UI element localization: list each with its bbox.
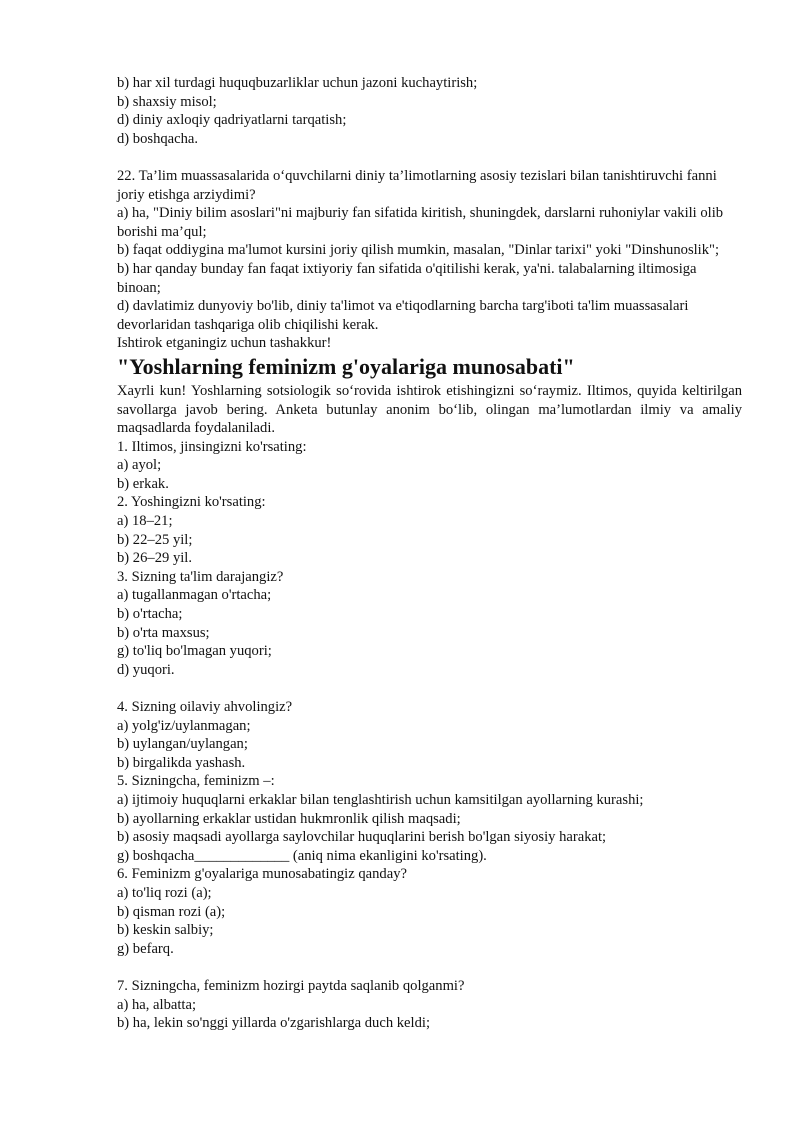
question-4	[117, 698, 742, 772]
question-6-text: 6. Feminizm g'oyalariga munosabatingiz qanday?	[117, 866, 407, 883]
question-4-option: b) birgalikda yashash.	[117, 754, 246, 771]
question-4-option: a) yolg'iz/uylanmagan;	[117, 717, 251, 734]
question-2-option: a) 18–21;	[117, 513, 173, 530]
question-7-option: a) ha, albatta;	[117, 996, 197, 1013]
q21-option: b) har xil turdagi huquqbuzarliklar uchun jazoni kuchaytirish;	[117, 75, 478, 91]
question-6-option: b) qisman rozi (a);	[117, 903, 226, 920]
question-6-option: a) to'liq rozi (a);	[117, 884, 212, 901]
question-2-text: 2. Yoshingizni ko'rsating:	[117, 494, 266, 511]
question-22-text: 22. Ta’lim muassasalarida o‘quvchilarni diniy ta’limotlarning asosiy tezislari bilan tanishtiruvchi fanni joriy etishga arziydimi?	[117, 167, 717, 203]
survey-intro: Xayrli kun! Yoshlarning sotsiologik so‘rovida ishtirok etishingizni so‘raymiz. Iltimos, quyida keltirilgan savollarga javob bering. Anketa butunlay anonim bo‘lib, olingan ma’lumotlardan ilmiy va amaliy maqsadlarda foydalaniladi.	[117, 382, 742, 437]
question-2	[117, 493, 742, 567]
question-1-option: b) erkak.	[117, 475, 169, 492]
question-3-text: 3. Sizning ta'lim darajangiz?	[117, 568, 284, 585]
spacer	[117, 148, 742, 167]
question-2-option: b) 26–29 yil.	[117, 550, 192, 567]
thanks-text: Ishtirok etganingiz uchun tashakkur!	[117, 335, 332, 352]
question-6	[117, 865, 742, 958]
question-6-option: g) befarq.	[117, 940, 174, 957]
question-1	[117, 438, 742, 494]
question-4-text: 4. Sizning oilaviy ahvolingiz?	[117, 699, 293, 715]
q21-options	[117, 74, 742, 148]
document-page	[117, 74, 742, 1033]
spacer	[117, 679, 742, 698]
question-5-option: b) ayollarning erkaklar ustidan hukmronlik qilish maqsadi;	[117, 810, 461, 827]
q21-option: b) shaxsiy misol;	[117, 93, 217, 110]
question-22-option: d) davlatimiz dunyoviy bo'lib, diniy ta'limot va e'tiqodlarning barcha targ'iboti ta'lim muassasalari devorlaridan tashqariga olib chiqilishi kerak.	[117, 298, 689, 333]
question-5	[117, 772, 742, 865]
question-22-option: a) ha, "Diniy bilim asoslari"ni majburiy fan sifatida kiritish, shuningdek, darslarni ruhoniylar vakili olib borishi ma’qul;	[117, 205, 724, 240]
question-3-option: b) o'rta maxsus;	[117, 624, 210, 641]
question-3-option: g) to'liq bo'lmagan yuqori;	[117, 643, 272, 660]
spacer	[117, 958, 742, 977]
question-3-option: b) o'rtacha;	[117, 606, 183, 623]
question-7-option: b) ha, lekin so'nggi yillarda o'zgarishlarga duch keldi;	[117, 1015, 430, 1032]
question-3	[117, 568, 742, 680]
question-4-option: b) uylangan/uylangan;	[117, 736, 248, 753]
question-3-option: a) tugallanmagan o'rtacha;	[117, 587, 272, 604]
question-1-text: 1. Iltimos, jinsingizni ko'rsating:	[117, 438, 307, 455]
q21-option: d) diniy axloqiy qadriyatlarni tarqatish;	[117, 112, 347, 129]
question-5-option: g) boshqacha_____________ (aniq nima ekanligini ko'rsating).	[117, 847, 487, 864]
q21-option: d) boshqacha.	[117, 130, 199, 147]
question-3-option: d) yuqori.	[117, 661, 175, 678]
question-1-option: a) ayol;	[117, 457, 162, 474]
question-22-option: b) faqat oddiygina ma'lumot kursini joriy qilish mumkin, masalan, "Dinlar tarixi" yoki "Dinshunoslik";	[117, 242, 720, 259]
question-5-text: 5. Sizningcha, feminizm –:	[117, 773, 275, 790]
question-5-option: b) asosiy maqsadi ayollarga saylovchilar huquqlarini berish bo'lgan siyosiy harakat;	[117, 829, 607, 846]
question-7-text: 7. Sizningcha, feminizm hozirgi paytda saqlanib qolganmi?	[117, 977, 465, 994]
survey-title: "Yoshlarning feminizm g'oyalariga munosabati"	[117, 353, 575, 379]
question-2-option: b) 22–25 yil;	[117, 531, 193, 548]
question-22-option: b) har qanday bunday fan faqat ixtiyoriy fan sifatida o'qitilishi kerak, ya'ni. talabalarning iltimosiga binoan;	[117, 260, 697, 296]
question-5-option: a) ijtimoiy huquqlarni erkaklar bilan tenglashtirish uchun kamsitilgan ayollarning kurashi;	[117, 791, 644, 808]
question-7	[117, 977, 742, 1033]
question-22	[117, 167, 742, 353]
question-6-option: b) keskin salbiy;	[117, 922, 214, 939]
